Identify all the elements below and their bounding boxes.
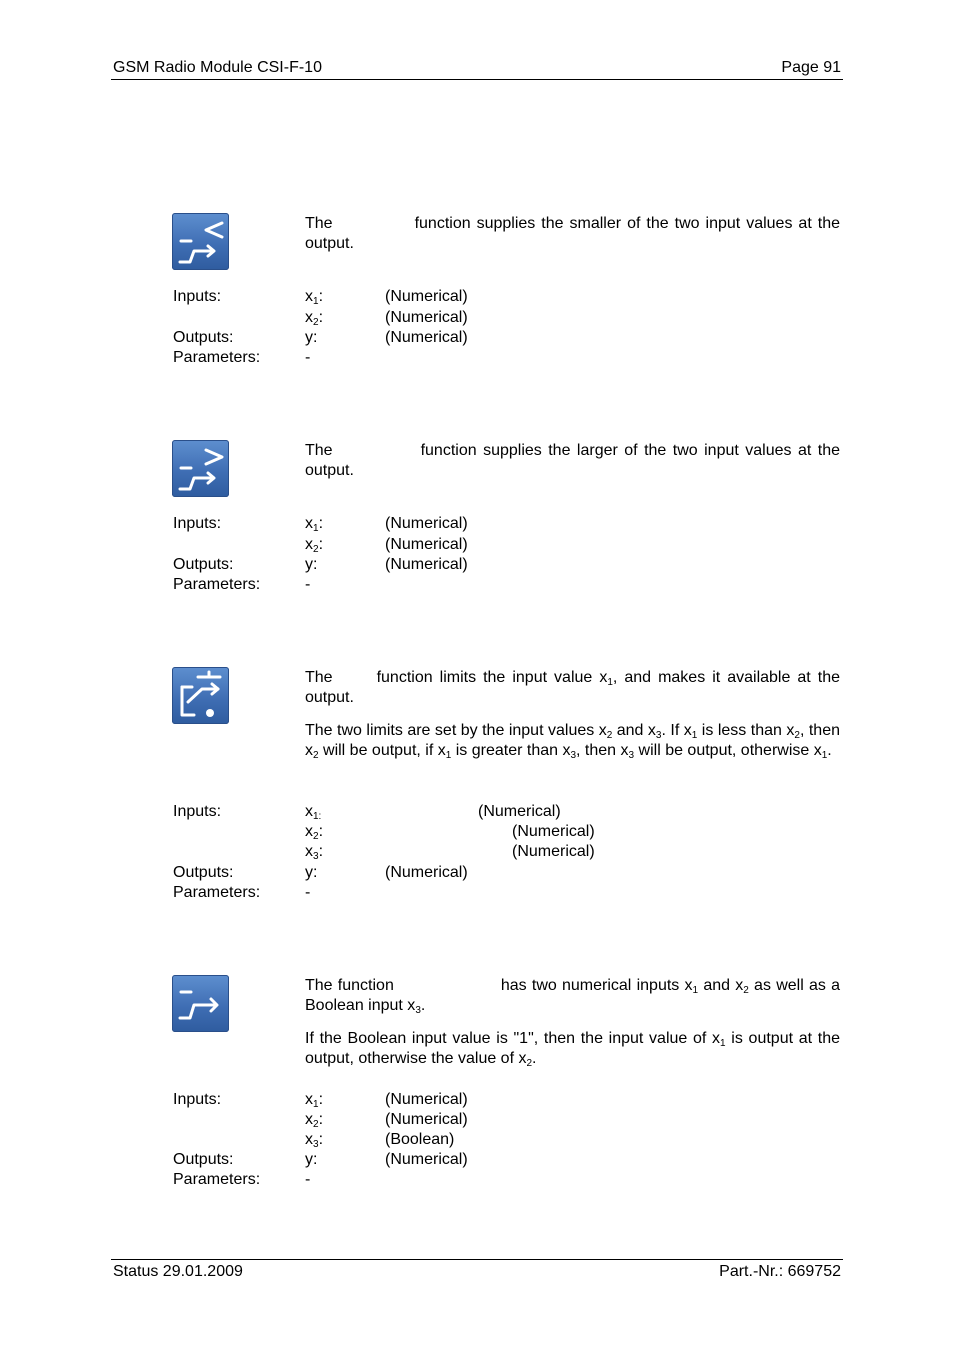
limiter-description: The function limits the input value $x_1$, and makes it available at the output.	[305, 669, 840, 706]
input-x1: $x_1$:	[305, 1091, 324, 1110]
input-x1-type: (Numerical)	[385, 515, 468, 532]
input-x2: $x_2$:	[305, 536, 324, 555]
parameters-label: Parameters:	[173, 1171, 261, 1188]
output-y: y:	[305, 864, 318, 881]
input-x3-type: (Numerical)	[512, 843, 595, 860]
input-x1: $x_1$:	[305, 515, 324, 534]
maximum-description: The function supplies the larger of the two input values at the output.	[305, 442, 840, 479]
maximum-icon	[172, 440, 229, 497]
inputs-label: Inputs:	[173, 1091, 222, 1108]
limiter-description-2: The two limits are set by the input values $x_2$ and $x_3$. If $x_1$ is less than $x_2$, then $x_2$ will be output, if $x_1$ is greater than $x_3$, then $x_3$ will be output, otherwise $x_1$.	[305, 722, 840, 761]
parameters-value: -	[305, 1171, 311, 1188]
input-x2: $x_2$:	[305, 1111, 324, 1130]
header-rule	[111, 79, 843, 80]
input-x1-type: (Numerical)	[385, 1091, 468, 1108]
parameters-label: Parameters:	[173, 884, 261, 901]
parameters-value: -	[305, 884, 311, 901]
switch-description-2: If the Boolean input value is "1", then the input value of $x_1$ is output at the output, otherwise the value of $x_2$.	[305, 1030, 841, 1069]
input-x3-type: (Boolean)	[385, 1131, 455, 1148]
minimum-description: The function supplies the smaller of the two input values at the output.	[305, 215, 840, 252]
input-x1: $x_1$:	[305, 288, 324, 307]
parameters-value: -	[305, 576, 311, 593]
input-x2-type: (Numerical)	[385, 536, 468, 553]
input-x3: $x_3$:	[305, 843, 324, 862]
output-y: y:	[305, 1151, 318, 1168]
input-x1-type: (Numerical)	[478, 803, 561, 820]
input-x1-type: (Numerical)	[385, 288, 468, 305]
output-y-type: (Numerical)	[385, 1151, 468, 1168]
parameters-value: -	[305, 349, 311, 366]
outputs-label: Outputs:	[173, 329, 234, 346]
inputs-label: Inputs:	[173, 803, 222, 820]
input-x2: $x_2$:	[305, 823, 324, 842]
limiter-icon	[172, 667, 229, 724]
outputs-label: Outputs:	[173, 864, 234, 881]
outputs-label: Outputs:	[173, 1151, 234, 1168]
input-x2-type: (Numerical)	[385, 309, 468, 326]
outputs-label: Outputs:	[173, 556, 234, 573]
footer-part-number: Part.-Nr.: 669752	[719, 1263, 841, 1280]
minimum-icon	[172, 213, 229, 270]
parameters-label: Parameters:	[173, 576, 261, 593]
page-number: Page 91	[781, 59, 841, 76]
input-x1: $x_{1:}$	[305, 803, 322, 822]
parameters-label: Parameters:	[173, 349, 261, 366]
footer-status: Status 29.01.2009	[113, 1263, 243, 1280]
switch-description: The function has two numerical inputs $x_1$ and $x_2$ as well as a Boolean input $x_3$.	[305, 977, 841, 1016]
output-y-type: (Numerical)	[385, 556, 468, 573]
header-title: GSM Radio Module CSI-F-10	[113, 59, 322, 76]
input-x3: $x_3$:	[305, 1131, 324, 1150]
output-y: y:	[305, 556, 318, 573]
input-x2: $x_2$:	[305, 309, 324, 328]
output-y: y:	[305, 329, 318, 346]
input-x2-type: (Numerical)	[512, 823, 595, 840]
output-y-type: (Numerical)	[385, 864, 468, 881]
input-x2-type: (Numerical)	[385, 1111, 468, 1128]
switch-icon	[172, 975, 229, 1032]
inputs-label: Inputs:	[173, 515, 222, 532]
inputs-label: Inputs:	[173, 288, 222, 305]
footer-rule	[111, 1259, 843, 1260]
output-y-type: (Numerical)	[385, 329, 468, 346]
